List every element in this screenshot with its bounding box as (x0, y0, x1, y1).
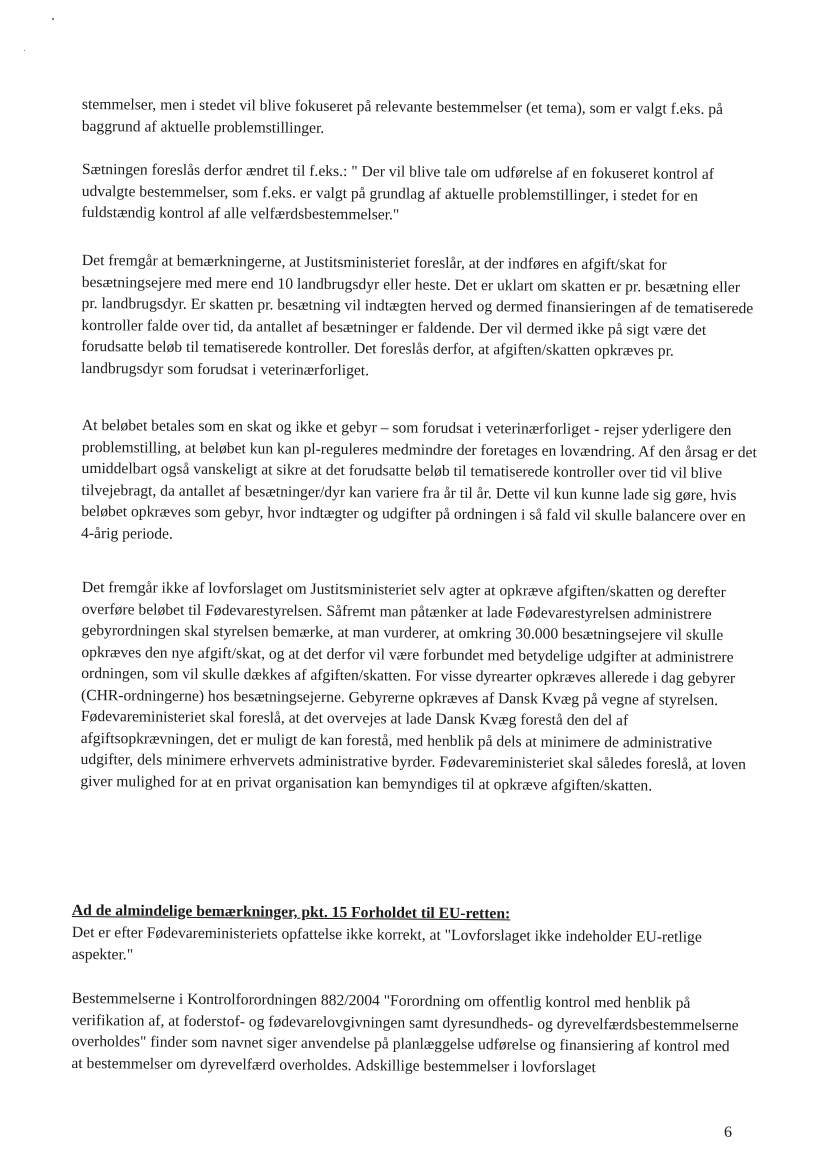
paragraph-tax-vs-fee: At beløbet betales som en skat og ikke et gebyr – som forudsat i veterinærforliget - rejser yderligere den problemstilling, at beløbet kun kan pl-reguleres medmindre der foretages en lovændring. Af den årsag er det umiddelbart også vanskeligt at sikre at det forudsatte beløb til tematiserede kontroller over tid vil blive tilvejebragt, da antallet af besætninger/dyr kan variere fra år til år. Dette vil kun kunne lade sig gøre, hvis beløbet opkræves som gebyr, hvor indtægter og udgifter på ordningen i så fald vil skulle balancere over en 4-årig periode. (81, 416, 757, 543)
scan-speck (52, 18, 54, 20)
paragraph-sentence-change: Sætningen foreslås derfor ændret til f.eks.: " Der vil blive tale om udførelse af en fokuseret kontrol af udvalgte bestemmelser, som f.eks. er valgt på grundlag af aktuelle problemstillinger, i stedet for en fuldstændig kontrol af alle velfærdsbestemmelser." (81, 160, 715, 224)
paragraph-continuation: stemmelser, men i stedet vil blive fokuseret på relevante bestemmelser (et tema), som er valgt f.eks. på baggrund af aktuelle problemstillinger. (81, 95, 724, 137)
paragraph-control-regulation: Bestemmelserne i Kontrolforordningen 882/2004 "Forordning om offentlig kontrol med henblik på verifikation af, at foderstof- og fødevarelovgivningen samt dyresundheds- og dyrevelfærdsbestemmelserne overholdes" finder som navnet siger anvendelse på planlæggelse udførelse og finansiering af kontrol med at bestemmelser om dyrevelfærd overholdes. Adskillige bestemmelser i lovforslaget (71, 989, 739, 1076)
page-number: 6 (724, 1124, 732, 1141)
paragraph-tax-per-herd: Det fremgår at bemærkningerne, at Justitsministeriet foreslår, at der indføres en afgift/skat for besætningsejere med mere end 10 landbrugsdyr eller heste. Det er uklart om skatten er pr. besætning eller pr. landbrugsdyr. Er skatten pr. besætning vil indtægten herved og dermed finansieringen af de tematiserede kontroller falde over tid, da antallet af besætninger er faldende. Der vil dermed ikke på sigt være det forudsatte beløb til tematiserede kontroller. Det foreslås derfor, at afgiften/skatten opkræves pr. landbrugsdyr som forudsat i veterinærforliget. (81, 251, 754, 379)
section-heading-eu-law: Ad de almindelige bemærkninger, pkt. 15 Forholdet til EU-retten: (71, 901, 511, 923)
paragraph-eu-aspects: Det er efter Fødevareministeriets opfattelse ikke korrekt, at "Lovforslaget ikke indeholder EU-retlige aspekter." (71, 923, 702, 963)
paragraph-administration: Det fremgår ikke af lovforslaget om Justitsministeriet selv agter at opkræve afgiften/skatten og derefter overføre beløbet til Fødevarestyrelsen. Såfremt man påtænker at lade Fødevarestyrelsen administrere gebyrordningen skal styrelsen bemærke, at man vurderer, at omkring 30.000 besætningsejere vil skulle opkræves den nye afgift/skat, og at det derfor vil være forbundet med betydelige udgifter at administrere ordningen, som vil skulle dækkes af afgiften/skatten. For visse dyrearter opkræves allerede i dag gebyrer (CHR-ordningerne) hos besætningsejerne. Gebyrerne opkræves af Dansk Kvæg på vegne af styrelsen. Fødevareministeriet skal foreslå, at det overvejes at lade Dansk Kvæg forestå den del af afgiftsopkrævningen, det er muligt de kan forestå, med henblik på dels at minimere de administrative udgifter, dels minimere erhvervets administrative byrder. Fødevareministeriet skal således foreslå, at loven giver mulighed for at en privat organisation kan bemyndiges til at opkræve afgiften/skatten. (80, 578, 746, 794)
scan-speck (24, 50, 25, 51)
